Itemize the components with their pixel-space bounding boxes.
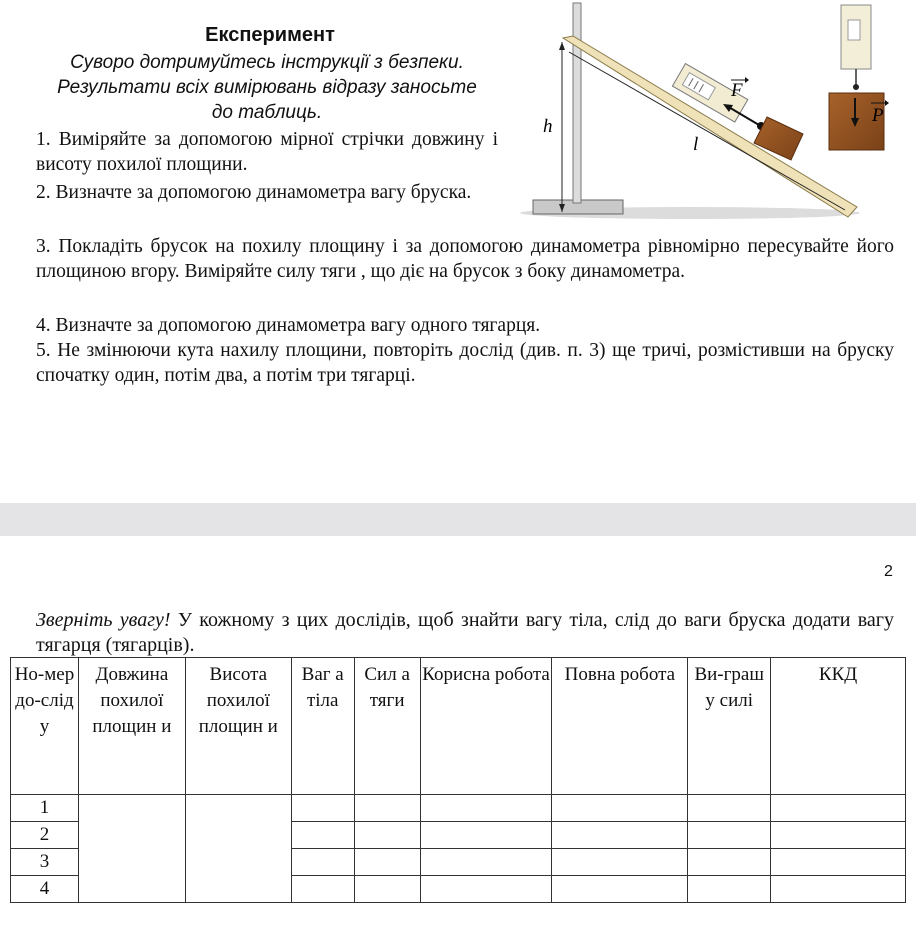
table-cell[interactable] — [552, 876, 688, 903]
results-table — [10, 657, 906, 903]
table-cell[interactable] — [771, 795, 906, 822]
note-emphasis: Зверніть увагу! — [36, 609, 171, 631]
table-header-row — [11, 658, 906, 795]
header-cell: Ви-граш у силі — [688, 658, 771, 795]
table-cell[interactable] — [420, 849, 552, 876]
header-cell: Но-мер до-слід у — [11, 658, 79, 795]
weight-label: P — [872, 105, 884, 126]
table-cell[interactable] — [420, 795, 552, 822]
row-number: 1 — [11, 795, 79, 822]
step-5: 5. Не змінюючи кута нахилу площини, повторіть дослід (див. п. 3) ще тричі, розмістивши на бруску спочатку один, потім два, а потім три тягарці. — [36, 340, 894, 386]
stand-pole — [573, 3, 581, 203]
table-cell[interactable] — [688, 849, 771, 876]
header-cell: Довжина похилої площин и — [78, 658, 185, 795]
step-4: 4. Визначте за допомогою динамометра вагу одного тягарця. — [36, 315, 541, 336]
table-row — [11, 795, 906, 822]
step-1: 1. Виміряйте за допомогою мірної стрічки довжину і висоту похилої площини. — [36, 129, 498, 175]
note-paragraph — [36, 608, 894, 658]
table-cell[interactable] — [354, 822, 420, 849]
safety-line: до таблиць. — [211, 102, 323, 123]
inclined-board — [563, 36, 857, 217]
height-label: h — [543, 116, 553, 137]
table-cell[interactable] — [771, 822, 906, 849]
inclined-plane-figure — [505, 0, 916, 230]
length-cell[interactable] — [78, 795, 185, 903]
table-cell[interactable] — [771, 876, 906, 903]
table-cell[interactable] — [291, 849, 354, 876]
header-cell: Сил а тяги — [354, 658, 420, 795]
note-text: У кожному з цих дослідів, щоб знайти вагу тіла, слід до ваги бруска додати вагу тягарця (тягарців). — [36, 609, 894, 656]
experiment-title: Експеримент — [205, 24, 335, 46]
table-cell[interactable] — [354, 849, 420, 876]
length-label: l — [693, 134, 699, 155]
safety-line: Результати всіх вимірювань відразу заносьте — [57, 77, 477, 98]
table-cell[interactable] — [552, 795, 688, 822]
table-cell[interactable] — [552, 822, 688, 849]
table-cell[interactable] — [354, 795, 420, 822]
step-3: 3. Покладіть брусок на похилу площину і за допомогою динамометра рівномірно пересувайте його площиною вгору. Виміряйте силу тяги , що діє на брусок з боку динамометра. — [36, 236, 894, 282]
page-gap — [0, 503, 916, 536]
row-number: 3 — [11, 849, 79, 876]
row-number: 2 — [11, 822, 79, 849]
table-cell[interactable] — [552, 849, 688, 876]
table-cell[interactable] — [291, 822, 354, 849]
table-cell[interactable] — [291, 876, 354, 903]
header-cell: Ваг а тіла — [291, 658, 354, 795]
table-cell[interactable] — [291, 795, 354, 822]
header-cell: Повна робота — [552, 658, 688, 795]
step-2: 2. Визначте за допомогою динамометра вагу бруска. — [36, 182, 472, 203]
height-cell[interactable] — [185, 795, 291, 903]
header-cell: Корисна робота — [420, 658, 552, 795]
table-cell[interactable] — [771, 849, 906, 876]
table-cell[interactable] — [420, 822, 552, 849]
header-cell: ККД — [771, 658, 906, 795]
table-cell[interactable] — [420, 876, 552, 903]
page-number: 2 — [884, 563, 893, 580]
force-label: F — [731, 80, 743, 101]
table-cell[interactable] — [354, 876, 420, 903]
table-cell[interactable] — [688, 795, 771, 822]
safety-instructions — [28, 50, 506, 125]
table-cell[interactable] — [688, 822, 771, 849]
header-cell: Висота похилої площин и — [185, 658, 291, 795]
table-cell[interactable] — [688, 876, 771, 903]
safety-line: Суворо дотримуйтесь інструкції з безпеки. — [70, 52, 464, 73]
row-number: 4 — [11, 876, 79, 903]
